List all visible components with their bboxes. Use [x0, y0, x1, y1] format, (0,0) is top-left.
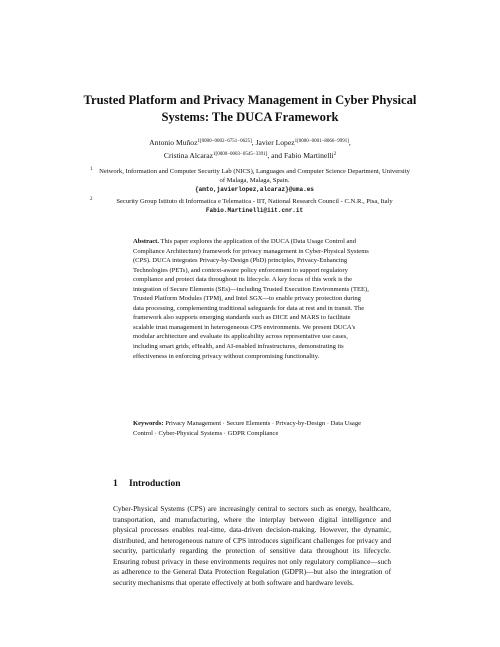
affiliation-text: Security Group Istituto di Informatica e Telematica - IIT, National Research Council - C.N.R., Pisa, Italy: [116, 198, 393, 205]
author-orcid: 1[0000−0001−8066−9991]: [294, 139, 349, 144]
section-heading: [113, 479, 181, 489]
author-affil-mark: 2: [333, 152, 337, 157]
affiliation-item: [90, 197, 410, 215]
keywords-text: Privacy Management · Secure Elements · Privacy-by-Design · Data Usage Control · Cyber-Physical Systems · GDPR Compliance: [133, 420, 361, 437]
affiliation-email[interactable]: Fabio.Martinelli@iit.cnr.it: [205, 207, 304, 214]
affiliation-number: 2: [90, 197, 93, 202]
keywords-label: Keywords:: [133, 420, 164, 427]
author-list: [70, 136, 430, 162]
author-separator: ,: [348, 138, 351, 147]
affiliation-item: [90, 167, 410, 194]
author-name: Javier Lopez: [255, 138, 295, 147]
keywords: [133, 419, 369, 438]
author-separator: ,: [251, 138, 254, 147]
section-number: 1: [113, 479, 118, 489]
paper-title: Trusted Platform and Privacy Management in Cyber Physical Systems: The DUCA Framework: [83, 93, 417, 124]
section-title: Introduction: [129, 479, 181, 489]
author-name: Cristina Alcaraz: [163, 151, 214, 160]
affiliation-number: 1: [90, 167, 93, 172]
affiliation-email[interactable]: {amto,javierlopez,alcaraz}@uma.es: [195, 186, 314, 193]
affiliation-text: Network, Information and Computer Security Lab (NICS), Languages and Computer Science Department, University of Malaga, Malaga, Spain.: [99, 168, 410, 184]
section-body: Cyber-Physical Systems (CPS) are increasingly central to sectors such as energy, healthcare, transportation, and manufacturing, where the interplay between digital intelligence and physical processes enables real-time, data-driven decision-making. However, the dynamic, distributed, and heterogeneous nature of CPS introduces significant challenges for privacy and security, particularly regarding the protection of sensitive data throughout its lifecycle. Ensuring robust privacy in these environments requires not only regulatory compliance—such as adherence to the General Data Protection Regulation (GDPR)—but also the integration of security mechanisms that operate effectively at both software and hardware levels.: [113, 504, 391, 587]
abstract: [133, 237, 369, 361]
abstract-label: Abstract.: [133, 238, 159, 245]
author-orcid: 1[0000−0002−6751−0625]: [197, 139, 252, 144]
abstract-text: This paper explores the application of the DUCA (Data Usage Control and Compliance Architecture) framework for privacy management in Cyber-Physical Systems (CPS). DUCA integrates Privacy-by-Design (PbD) principles, Privacy-Enhancing Technologies (PETs), and context-aware policy enforcement to support regulatory compliance and protect data throughout its lifecycle. A key focus of this work is the integration of Secure Elements (SEs)—including Trusted Execution Environments (TEE), Trusted Platform Modules (TPM), and Intel SGX—to enable privacy protection during data processing, complementing traditional safeguards for data at rest and in transit. The framework also supports emerging standards such as DICE and MARS to facilitate scalable trust management in heterogeneous CPS environments. We present DUCA's modular architecture and evaluate its applicability across representative use cases, including smart grids, eHealth, and AI-enabled infrastructures, demonstrating its effectiveness in enforcing privacy without compromising functionality.: [133, 238, 369, 360]
author-separator: , and: [267, 151, 283, 160]
affiliations: [90, 167, 410, 218]
author-name: Fabio Martinelli: [284, 151, 334, 160]
author-name: Antonio Muñoz: [149, 138, 198, 147]
author-orcid: 1[0000−0003−0545−3391]: [213, 152, 268, 157]
